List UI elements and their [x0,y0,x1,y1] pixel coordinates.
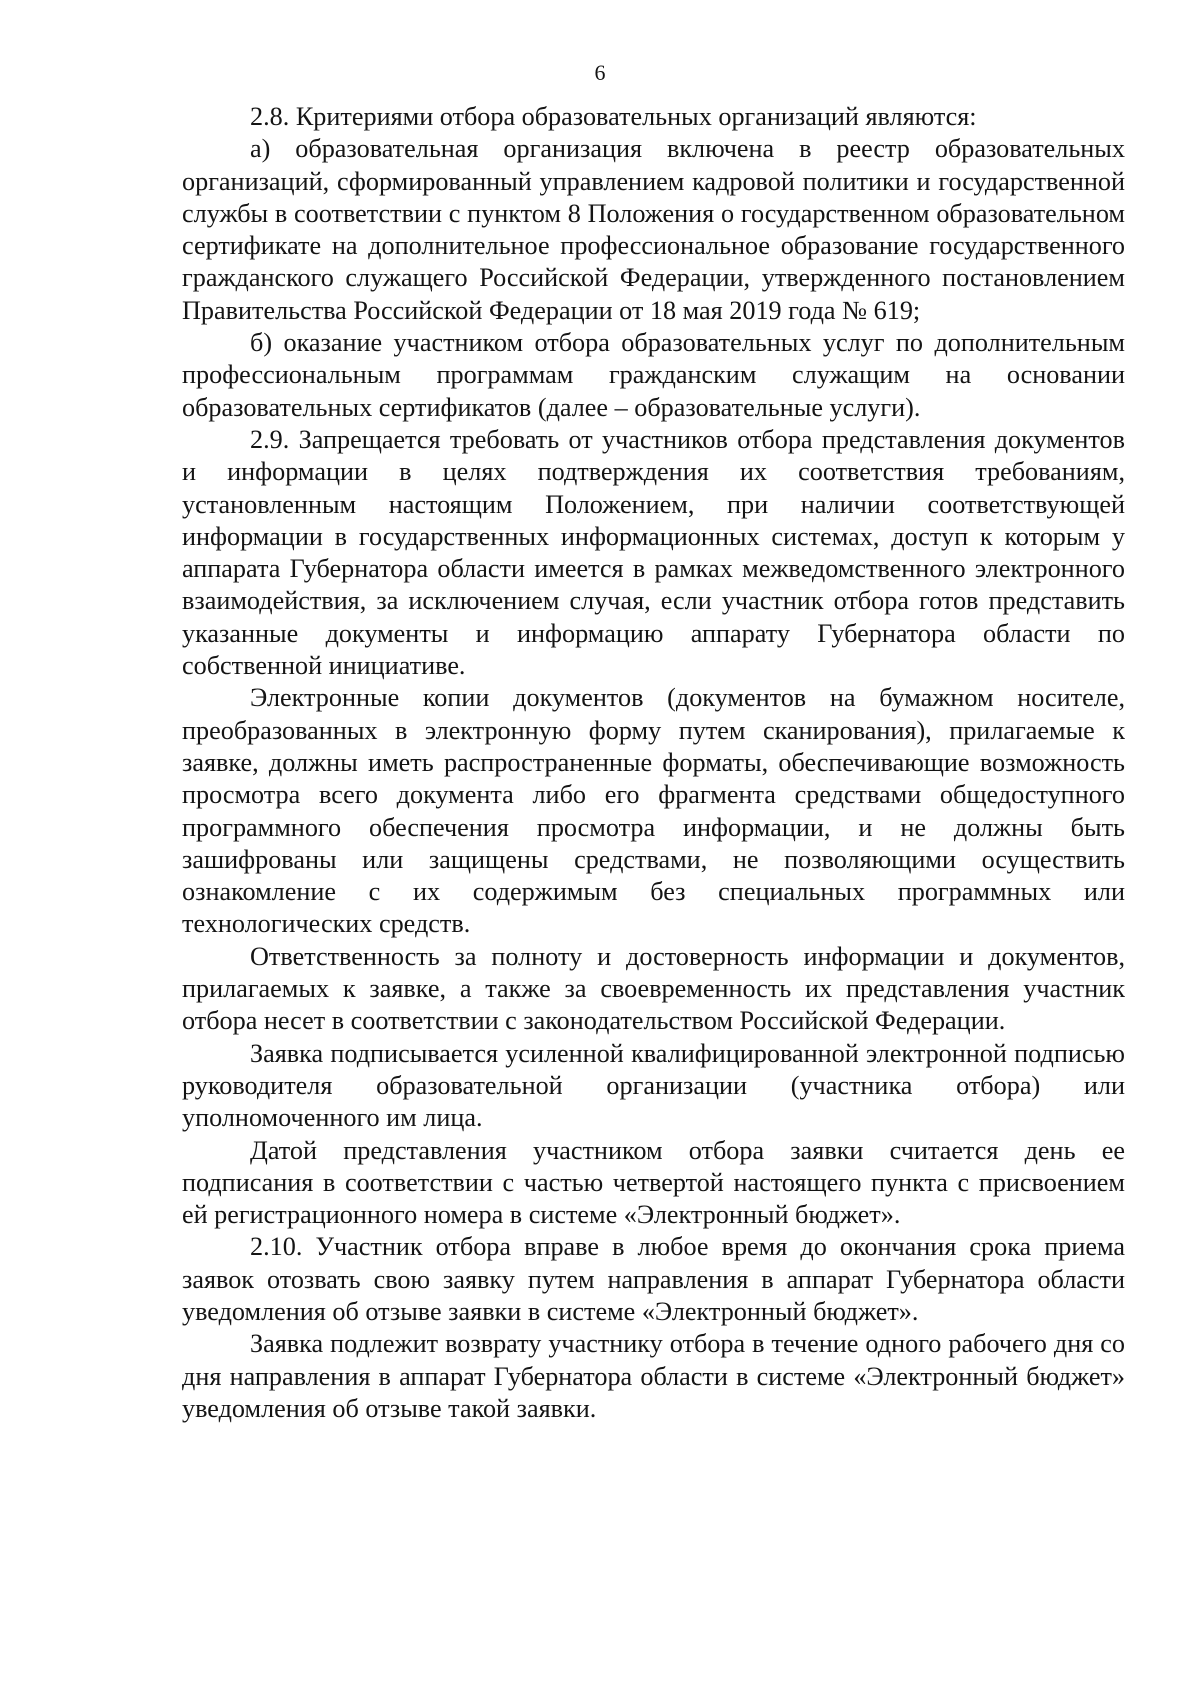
paragraph-2-10: 2.10. Участник отбора вправе в любое время до окончания срока приема заявок отозвать свою заявку путем направления в аппарат Губернатора области уведомления об отзыве заявки в системе «Электронный бюджет». [182,1232,1125,1326]
paragraph-2-9: 2.9. Запрещается требовать от участников отбора представления документов и информации в целях подтверждения их соответствия требованиям, установленным настоящим Положением, при наличии соответствующей информации в государственных информационных системах, доступ к которым у аппарата Губернатора области имеется в рамках межведомственного электронного взаимодействия, за исключением случая, если участник отбора готов представить указанные документы и информацию аппарату Губернатора области по собственной инициативе. [182,424,1125,681]
paragraph-criterion-b: б) оказание участником отбора образовательных услуг по дополнительным профессиональным программам гражданским служащим на основании образовательных сертификатов (далее – образовательные услуги). [182,328,1125,422]
paragraph-criterion-a: а) образовательная организация включена в реестр образовательных организаций, сформированный управлением кадровой политики и государственной службы в соответствии с пунктом 8 Положения о государственном образовательном сертификате на дополнительное профессиональное образование государственного гражданского служащего Российской Федерации, утвержденного постановлением Правительства Российской Федерации от 18 мая 2019 года № 619; [182,134,1125,325]
paragraph-return: Заявка подлежит возврату участнику отбора в течение одного рабочего дня со дня направления в аппарат Губернатора области в системе «Электронный бюджет» уведомления об отзыве такой заявки. [182,1329,1125,1423]
document-body [182,101,1125,1425]
paragraph-signature: Заявка подписывается усиленной квалифицированной электронной подписью руководителя образовательной организации (участника отбора) или уполномоченного им лица. [182,1038,1125,1133]
paragraph-submission-date: Датой представления участником отбора заявки считается день ее подписания в соответствии с частью четвертой настоящего пункта с присвоением ей регистрационного номера в системе «Электронный бюджет». [182,1135,1125,1230]
paragraph-electronic-copies: Электронные копии документов (документов на бумажном носителе, преобразованных в электронную форму путем сканирования), прилагаемые к заявке, должны иметь распространенные форматы, обеспечивающие возможность просмотра всего документа либо его фрагмента средствами общедоступного программного обеспечения просмотра информации, и не должны быть зашифрованы или защищены средствами, не позволяющими осуществить ознакомление с их содержимым без специальных программных или технологических средств. [182,683,1125,939]
page-number: 6 [594,60,606,85]
paragraph-responsibility: Ответственность за полноту и достоверность информации и документов, прилагаемых к заявке, а также за своевременность их представления участник отбора несет в соответствии с законодательством Российской Федерации. [182,941,1125,1036]
paragraph-2-8-heading: 2.8. Критериями отбора образовательных организаций являются: [250,102,977,131]
